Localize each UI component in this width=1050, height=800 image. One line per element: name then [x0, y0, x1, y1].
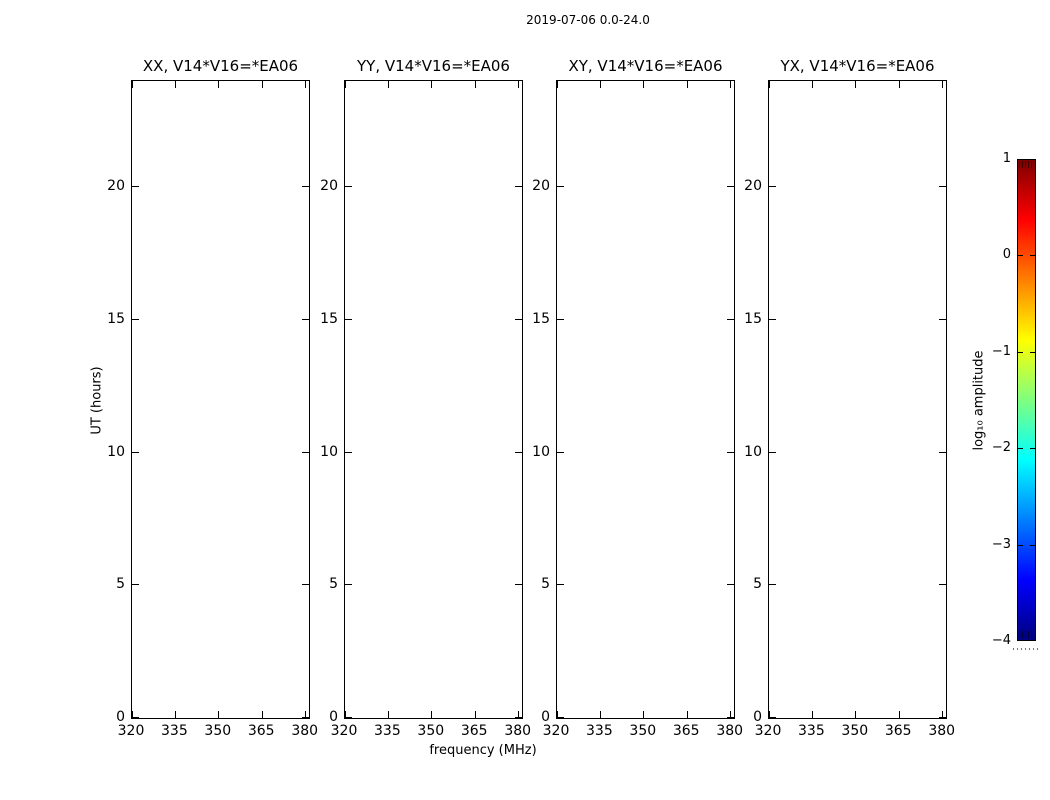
colorbar-tick-label: −3	[991, 537, 1011, 552]
y-tick-label: 10	[107, 443, 125, 460]
x-tick-mark	[687, 711, 688, 718]
x-tick-mark	[262, 711, 263, 718]
x-axis-label: frequency (MHz)	[429, 743, 537, 758]
x-tick-mark	[730, 81, 731, 88]
y-tick-mark	[132, 717, 139, 718]
x-tick-mark	[855, 711, 856, 718]
y-tick-label: 0	[541, 709, 550, 725]
x-tick-mark	[643, 711, 644, 718]
x-tick-label: 320	[542, 723, 570, 739]
y-tick-label: 10	[532, 443, 550, 460]
x-tick-mark	[388, 711, 389, 718]
y-tick-label: 0	[329, 709, 338, 725]
y-tick-label: 10	[320, 443, 338, 460]
panel-yy	[320, 0, 532, 800]
y-tick-label: 20	[107, 178, 125, 195]
colorbar-minor-ticks-bottom	[1019, 631, 1034, 638]
colorbar-tick-label: 1	[1002, 151, 1011, 166]
y-tick-mark	[769, 717, 776, 718]
x-tick-label: 365	[672, 723, 700, 739]
x-tick-mark	[388, 81, 389, 88]
panel-xx	[107, 0, 319, 800]
colorbar-minor-ticks-top	[1019, 161, 1034, 168]
x-tick-label: 365	[247, 723, 275, 739]
x-tick-mark	[557, 81, 558, 88]
x-tick-mark	[475, 81, 476, 88]
colorbar-tick-mark	[1030, 352, 1035, 353]
x-tick-mark	[600, 711, 601, 718]
x-tick-mark	[345, 81, 346, 88]
y-tick-mark	[132, 584, 139, 585]
figure-title: 2019-07-06 0.0-24.0	[526, 13, 650, 27]
y-tick-label: 15	[107, 310, 125, 327]
x-tick-label: 365	[884, 723, 912, 739]
y-tick-label: 0	[116, 709, 125, 725]
x-tick-label: 380	[716, 723, 744, 739]
x-tick-label: 350	[841, 723, 869, 739]
plot-area	[131, 80, 310, 719]
y-tick-mark	[939, 584, 946, 585]
y-tick-label: 5	[753, 576, 762, 593]
y-tick-mark	[769, 584, 776, 585]
x-tick-mark	[175, 711, 176, 718]
y-tick-mark	[132, 319, 139, 320]
colorbar-tick-mark	[1018, 352, 1023, 353]
y-tick-label: 5	[116, 576, 125, 593]
x-tick-mark	[942, 81, 943, 88]
x-tick-label: 365	[460, 723, 488, 739]
y-tick-mark	[769, 319, 776, 320]
y-tick-label: 20	[744, 178, 762, 195]
y-tick-label: 15	[320, 310, 338, 327]
x-tick-mark	[431, 81, 432, 88]
x-tick-mark	[600, 81, 601, 88]
x-tick-mark	[175, 81, 176, 88]
y-tick-mark	[939, 717, 946, 718]
x-tick-label: 320	[117, 723, 145, 739]
y-tick-mark	[557, 452, 564, 453]
x-tick-label: 335	[798, 723, 825, 739]
y-tick-label: 15	[532, 310, 550, 327]
plot-area	[344, 80, 523, 719]
panel-xy	[532, 0, 744, 800]
y-tick-label: 15	[744, 310, 762, 327]
y-tick-label: 5	[541, 576, 550, 593]
panel-title: XY, V14*V16=*EA06	[568, 57, 723, 75]
x-tick-mark	[687, 81, 688, 88]
x-tick-mark	[899, 81, 900, 88]
x-tick-mark	[518, 81, 519, 88]
y-tick-mark	[345, 584, 352, 585]
x-tick-label: 380	[291, 723, 319, 739]
x-tick-mark	[305, 81, 306, 88]
y-tick-mark	[769, 186, 776, 187]
x-tick-label: 335	[374, 723, 401, 739]
x-tick-label: 350	[629, 723, 657, 739]
y-tick-mark	[345, 717, 352, 718]
colorbar-axis-label: log₁₀ amplitude	[971, 350, 987, 451]
x-tick-label: 350	[417, 723, 445, 739]
x-tick-mark	[132, 81, 133, 88]
x-tick-mark	[812, 711, 813, 718]
y-tick-mark	[132, 186, 139, 187]
x-tick-mark	[812, 81, 813, 88]
y-tick-mark	[345, 319, 352, 320]
colorbar-tick-mark	[1030, 448, 1035, 449]
colorbar-tick-label: −2	[991, 440, 1011, 455]
y-tick-mark	[132, 452, 139, 453]
y-tick-mark	[345, 186, 352, 187]
y-tick-label: 0	[753, 709, 762, 725]
y-tick-mark	[557, 186, 564, 187]
panel-title: YX, V14*V16=*EA06	[780, 57, 935, 75]
panel-title: XX, V14*V16=*EA06	[142, 57, 299, 75]
colorbar-tick-mark	[1018, 255, 1023, 256]
colorbar-dotted-edge	[1013, 648, 1041, 650]
x-tick-label: 320	[754, 723, 782, 739]
colorbar-tick-label: 0	[1002, 247, 1011, 262]
x-tick-label: 380	[504, 723, 532, 739]
colorbar-tick-mark	[1030, 255, 1035, 256]
colorbar-tick-label: −1	[991, 344, 1011, 359]
y-tick-label: 5	[329, 576, 338, 593]
x-tick-mark	[218, 711, 219, 718]
x-tick-label: 320	[330, 723, 358, 739]
y-tick-label: 20	[320, 178, 338, 195]
colorbar	[1017, 159, 1036, 641]
x-tick-label: 335	[161, 723, 188, 739]
colorbar-tick-mark	[1018, 448, 1023, 449]
y-axis-label: UT (hours)	[89, 366, 105, 435]
y-tick-mark	[557, 319, 564, 320]
x-tick-mark	[643, 81, 644, 88]
y-tick-mark	[557, 584, 564, 585]
y-tick-mark	[345, 452, 352, 453]
x-tick-mark	[475, 711, 476, 718]
x-tick-label: 380	[928, 723, 956, 739]
x-tick-mark	[899, 711, 900, 718]
y-tick-label: 10	[744, 443, 762, 460]
x-tick-mark	[769, 81, 770, 88]
x-tick-mark	[431, 711, 432, 718]
y-tick-mark	[939, 319, 946, 320]
x-tick-mark	[218, 81, 219, 88]
colorbar-tick-mark	[1030, 545, 1035, 546]
y-tick-label: 20	[532, 178, 550, 195]
colorbar-tick-mark	[1018, 545, 1023, 546]
plot-area	[556, 80, 735, 719]
y-tick-mark	[939, 452, 946, 453]
y-tick-mark	[939, 186, 946, 187]
x-tick-label: 335	[586, 723, 613, 739]
x-tick-label: 350	[204, 723, 232, 739]
y-tick-mark	[557, 717, 564, 718]
x-tick-mark	[855, 81, 856, 88]
y-tick-mark	[769, 452, 776, 453]
panel-title: YY, V14*V16=*EA06	[357, 57, 510, 75]
x-tick-mark	[262, 81, 263, 88]
colorbar-tick-label: −4	[991, 633, 1011, 648]
panel-yx	[744, 0, 956, 800]
plot-area	[768, 80, 947, 719]
